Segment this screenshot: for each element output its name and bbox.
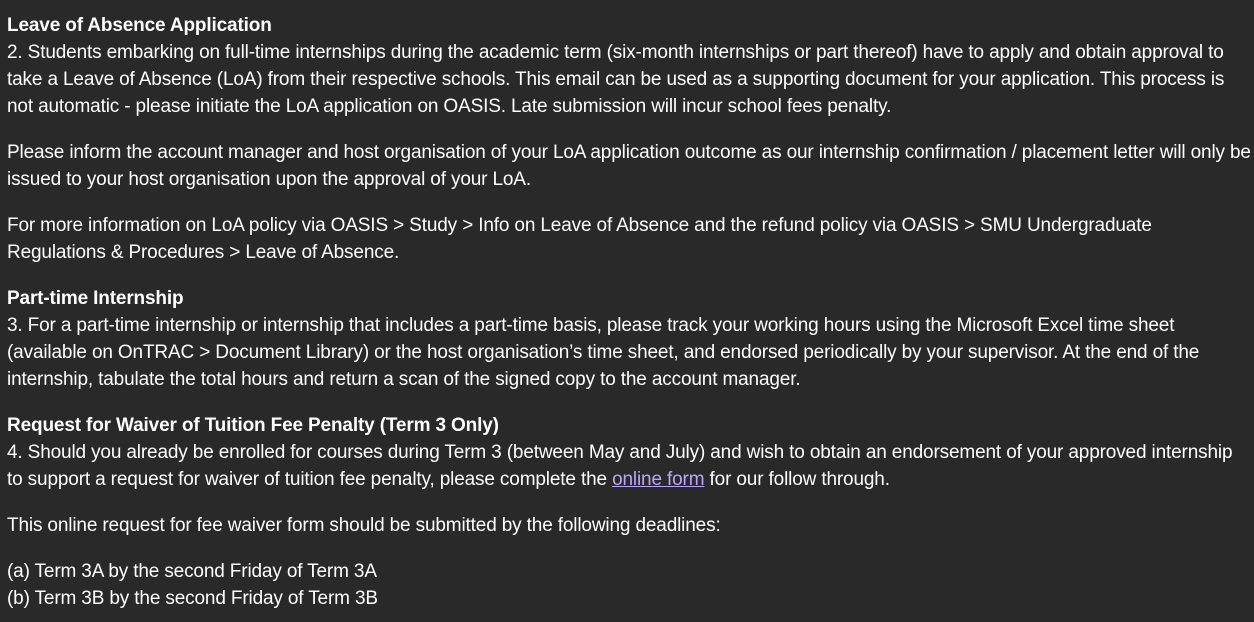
paragraph-gap — [7, 193, 1252, 212]
parttime-paragraph-1: 3. For a part-time internship or internship that includes a part-time basis, please track your working hours using the Microsoft Excel time sheet (available on OnTRAC > Document Library) or the host organisation’s time sheet, and endorsed periodically by your supervisor. At the end of the internship, tabulate the total hours and return a scan of the signed copy to the account manager. — [7, 315, 1200, 390]
online-form-link[interactable]: online form — [612, 469, 705, 490]
loa-paragraph-3: For more information on LoA policy via OASIS > Study > Info on Leave of Absence and the refund policy via OASIS > SMU Undergraduate Regulations & Procedures > Leave of Absence. — [7, 215, 1152, 263]
section-gap — [7, 266, 1252, 285]
section-heading-part-time-internship: Part-time Internship — [7, 288, 184, 309]
deadline-item-a: (a) Term 3A by the second Friday of Term 3A — [7, 561, 377, 582]
section-part-time-internship — [7, 285, 1252, 393]
waiver-paragraph-1-text-before: 4. Should you already be enrolled for courses during Term 3 (between May and July) and wish to obtain an endorsement of your approved internship to support a request for waiver of tuition fee penalty, please complete the — [7, 442, 1233, 490]
loa-paragraph-1: 2. Students embarking on full-time internships during the academic term (six-month internships or part thereof) have to apply and obtain approval to take a Leave of Absence (LoA) from their respective schools. This email can be used as a supporting document for your application. This process is not automatic - please initiate the LoA application on OASIS. Late submission will incur school fees penalty. — [7, 42, 1225, 117]
email-body — [7, 12, 1252, 612]
section-heading-leave-of-absence: Leave of Absence Application — [7, 15, 272, 36]
loa-paragraph-2: Please inform the account manager and host organisation of your LoA application outcome as our internship confirmation / placement letter will only be issued to your host organisation upon the approval of your LoA. — [7, 142, 1251, 190]
section-fee-waiver — [7, 412, 1252, 612]
paragraph-gap — [7, 493, 1252, 512]
waiver-paragraph-1-text-after: for our follow through. — [704, 469, 890, 490]
paragraph-gap — [7, 539, 1252, 558]
waiver-paragraph-1 — [7, 439, 1252, 493]
section-gap — [7, 393, 1252, 412]
waiver-paragraph-2: This online request for fee waiver form should be submitted by the following deadlines: — [7, 515, 721, 536]
section-leave-of-absence — [7, 12, 1252, 266]
paragraph-gap — [7, 120, 1252, 139]
deadline-item-b: (b) Term 3B by the second Friday of Term 3B — [7, 588, 378, 609]
section-heading-fee-waiver: Request for Waiver of Tuition Fee Penalty (Term 3 Only) — [7, 415, 499, 436]
